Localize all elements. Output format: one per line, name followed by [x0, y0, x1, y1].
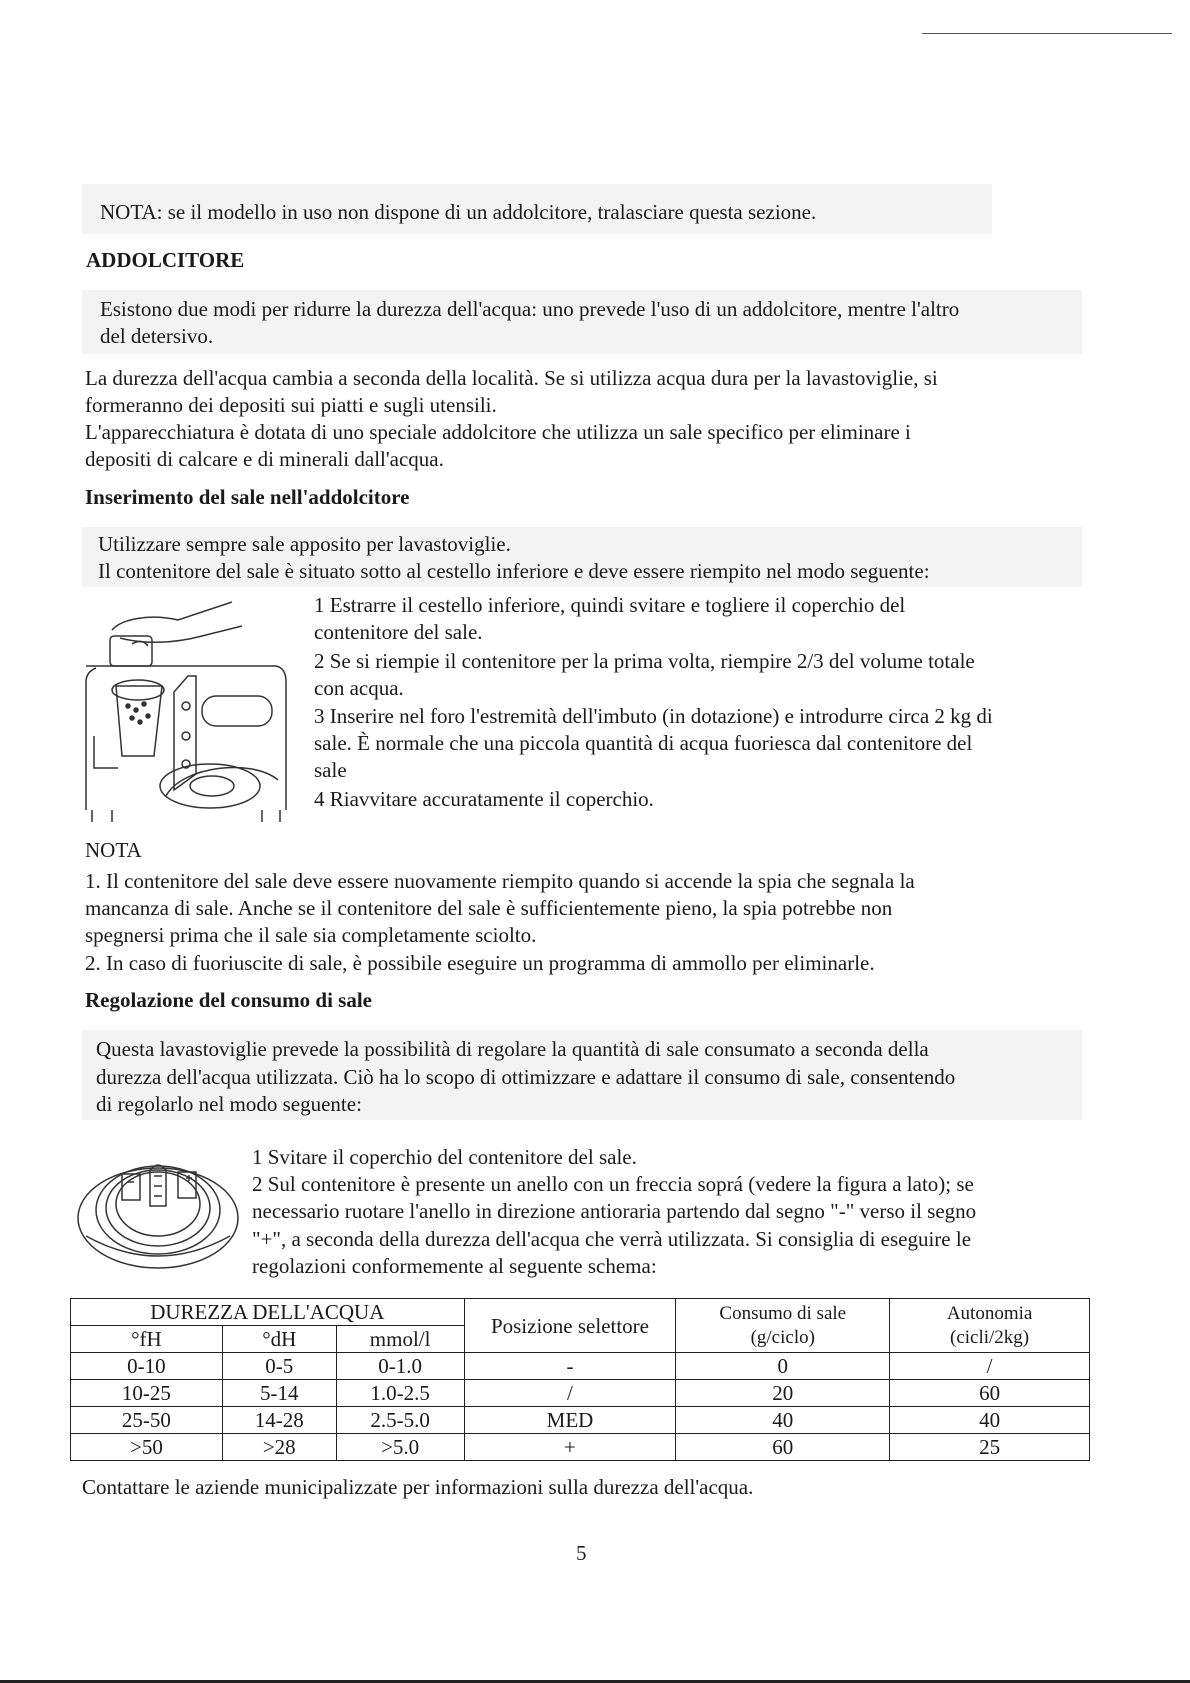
selector-ring-illustration	[74, 1146, 244, 1276]
paragraph1-line-3: L'apparecchiatura è dotata di uno speciale addolcitore che utilizza un sale specifico per eliminare i	[85, 420, 911, 444]
header-salt-consumption-line-2: (g/ciclo)	[750, 1326, 815, 1348]
cell-mmol: 1.0-2.5	[336, 1380, 464, 1407]
cell-mmol: 2.5-5.0	[336, 1407, 464, 1434]
nota-line-1: 1. Il contenitore del sale deve essere nuovamente riempito quando si accende la spia che segnala la	[85, 869, 915, 893]
step2-line-3: necessario ruotare l'anello in direzione antioraria partendo dal segno "-" verso il segno	[252, 1199, 977, 1223]
nota-line-2: mancanza di sale. Anche se il contenitore del sale è sufficientemente pieno, la spia potrebbe non	[85, 896, 893, 920]
cell-dh: 5-14	[222, 1380, 336, 1407]
step1-line-1: 1 Estrarre il cestello inferiore, quindi svitare e togliere il coperchio del	[314, 593, 906, 617]
step2-line-2: 2 Sul contenitore è presente un anello con un freccia soprá (vedere la figura a lato); se	[252, 1172, 974, 1196]
page-number: 5	[576, 1541, 587, 1565]
step1-line-2: contenitore del sale.	[314, 620, 483, 644]
cell-consumption: 40	[676, 1407, 890, 1434]
section-title: ADDOLCITORE	[86, 248, 245, 272]
paragraph1-line-1: La durezza dell'acqua cambia a seconda della località. Se si utilizza acqua dura per la lavastoviglie, si	[85, 366, 938, 390]
cell-dh: 14-28	[222, 1407, 336, 1434]
cell-fh: 25-50	[71, 1407, 223, 1434]
cell-selector: /	[464, 1380, 676, 1407]
salt-container-illustration	[82, 596, 288, 822]
salt-intro-line-1: Utilizzare sempre sale apposito per lavastoviglie.	[98, 532, 511, 556]
cell-mmol: >5.0	[336, 1434, 464, 1461]
regulation-intro-line-3: di regolarlo nel modo seguente:	[96, 1092, 362, 1116]
paragraph1-line-4: depositi di calcare e di minerali dall'acqua.	[85, 447, 444, 471]
cell-consumption: 20	[676, 1380, 890, 1407]
table-header-row	[71, 1299, 1090, 1326]
paragraph1-line-2: formeranno dei depositi sui piatti e sugli utensili.	[85, 393, 497, 417]
cell-autonomy: 25	[890, 1434, 1090, 1461]
table-row	[71, 1380, 1090, 1407]
header-autonomy-line-2: (cicli/2kg)	[950, 1326, 1030, 1348]
header-dh: °dH	[222, 1326, 336, 1353]
cell-autonomy: 60	[890, 1380, 1090, 1407]
cell-selector: MED	[464, 1407, 676, 1434]
cell-selector: +	[464, 1434, 676, 1461]
salt-intro-line-2: Il contenitore del sale è situato sotto al cestello inferiore e deve essere riempito nel modo seguente:	[98, 559, 930, 583]
top-rule	[922, 33, 1172, 34]
note-top: NOTA: se il modello in uso non dispone di un addolcitore, tralasciare questa sezione.	[100, 200, 817, 224]
nota-line-4: 2. In caso di fuoriuscite di sale, è possibile eseguire un programma di ammollo per eliminarle.	[85, 951, 875, 975]
cell-selector: -	[464, 1353, 676, 1380]
nota-line-3: spegnersi prima che il sale sia completamente sciolto.	[85, 923, 537, 947]
table-row	[71, 1353, 1090, 1380]
table-row	[71, 1434, 1090, 1461]
cell-consumption: 0	[676, 1353, 890, 1380]
step2-line-4: "+", a seconda della durezza dell'acqua che verrà utilizzata. Si consiglia di eseguire le	[252, 1227, 972, 1251]
cell-fh: 10-25	[71, 1380, 223, 1407]
subtitle-salt-regulation: Regolazione del consumo di sale	[85, 988, 372, 1012]
subtitle-insert-salt: Inserimento del sale nell'addolcitore	[85, 485, 410, 509]
step1-line-6: sale. È normale che una piccola quantità di acqua fuoriesca dal contenitore del	[314, 731, 973, 755]
step1-line-4: con acqua.	[314, 676, 404, 700]
cell-autonomy: /	[890, 1353, 1090, 1380]
header-salt-consumption	[676, 1299, 890, 1353]
header-autonomy	[890, 1299, 1090, 1353]
step2-line-5: regolazioni conformemente al seguente schema:	[252, 1254, 657, 1278]
header-mmol: mmol/l	[336, 1326, 464, 1353]
header-selector-position: Posizione selettore	[464, 1299, 676, 1353]
step1-line-7: sale	[314, 758, 347, 782]
header-water-hardness: DUREZZA DELL'ACQUA	[71, 1299, 465, 1326]
cell-dh: >28	[222, 1434, 336, 1461]
regulation-intro-line-1: Questa lavastoviglie prevede la possibilità di regolare la quantità di sale consumato a seconda della	[96, 1037, 929, 1061]
table-row	[71, 1407, 1090, 1434]
cell-autonomy: 40	[890, 1407, 1090, 1434]
cell-consumption: 60	[676, 1434, 890, 1461]
step1-line-8: 4 Riavvitare accuratamente il coperchio.	[314, 787, 654, 811]
cell-dh: 0-5	[222, 1353, 336, 1380]
nota-title: NOTA	[85, 838, 142, 862]
header-salt-consumption-line-1: Consumo di sale	[719, 1302, 847, 1324]
step1-line-5: 3 Inserire nel foro l'estremità dell'imbuto (in dotazione) e introdurre circa 2 kg di	[314, 704, 993, 728]
step1-line-3: 2 Se si riempie il contenitore per la prima volta, riempire 2/3 del volume totale	[314, 649, 975, 673]
intro-line-1: Esistono due modi per ridurre la durezza dell'acqua: uno prevede l'uso di un addolcitore, mentre l'altro	[100, 297, 960, 321]
cell-mmol: 0-1.0	[336, 1353, 464, 1380]
header-autonomy-line-1: Autonomia	[946, 1302, 1033, 1324]
water-hardness-table	[70, 1298, 1090, 1461]
header-fh: °fH	[71, 1326, 223, 1353]
footer-note: Contattare le aziende municipalizzate per informazioni sulla durezza dell'acqua.	[82, 1475, 754, 1499]
cell-fh: >50	[71, 1434, 223, 1461]
intro-line-2: del detersivo.	[100, 324, 214, 348]
cell-fh: 0-10	[71, 1353, 223, 1380]
regulation-intro-line-2: durezza dell'acqua utilizzata. Ciò ha lo scopo di ottimizzare e adattare il consumo di sale, consentendo	[96, 1065, 956, 1089]
step2-line-1: 1 Svitare il coperchio del contenitore del sale.	[252, 1145, 637, 1169]
